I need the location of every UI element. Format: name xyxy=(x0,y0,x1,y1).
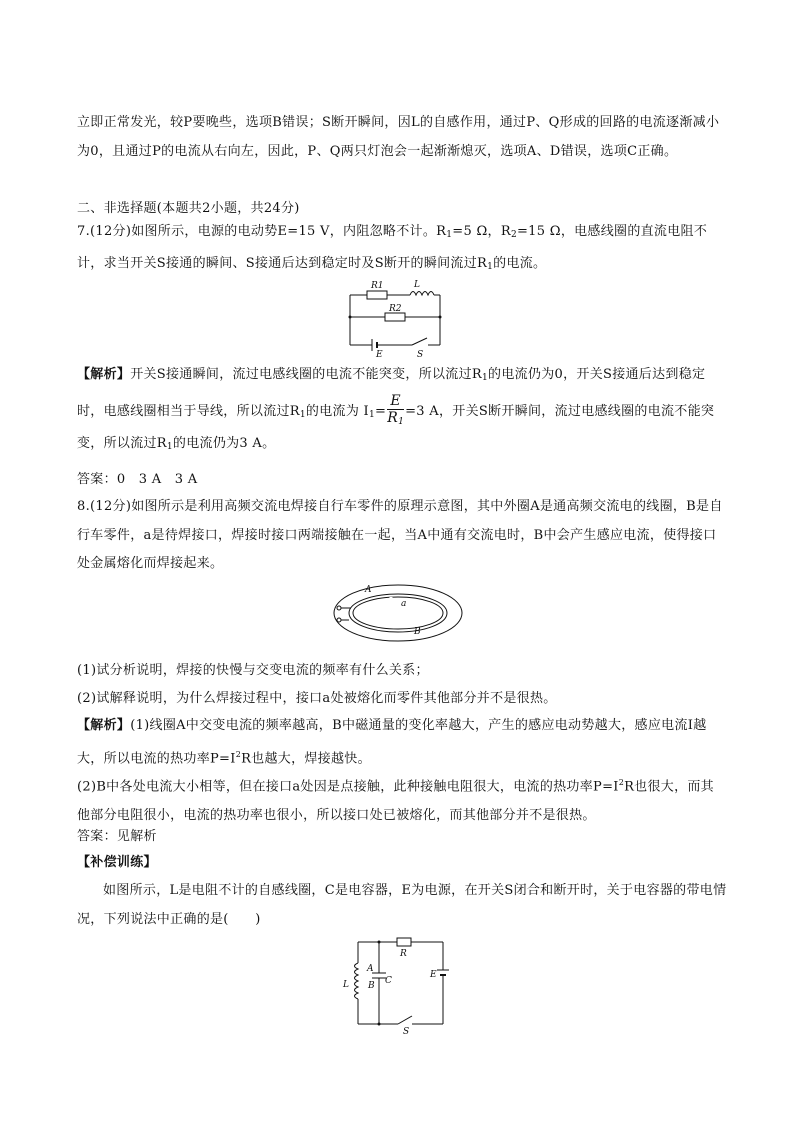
label-L: L xyxy=(414,280,420,290)
answer-7: 答案：0 3 A 3 A xyxy=(77,472,198,487)
label-S: S xyxy=(403,1027,410,1037)
supplementary-question: 如图所示，L是电阻不计的自感线圈，C是电容器，E为电源，在开关S闭合和断开时，关于电容器的带电情况，下列说法中正确的是( ) xyxy=(77,883,727,927)
label-E: E xyxy=(430,970,437,980)
label-L: L xyxy=(343,980,349,990)
label-C: C xyxy=(385,976,392,986)
prev-solution-tail: 立即正常发光，较P要晚些，选项B错误；S断开瞬间，因L的自感作用，通过P、Q形成的回路的电流逐渐减小为0，且通过P的电流从右向左，因此，P、Q两只灯泡会一起渐渐熄灭，选项A、D错误，选项C正确。 xyxy=(77,115,720,159)
fraction-E-over-R1: $\frac{E}{R_1}$ xyxy=(387,392,405,427)
answer-8: 答案：见解析 xyxy=(77,829,157,844)
label-a: a xyxy=(401,599,407,609)
solution-8-part-2: (2)B中各处电流大小相等，但在接口a处因是点接触，此种接触电阻很大，电流的热功率$P=I^2R$也很大，而其他部分电阻很小，电流的热功率也很小，所以接口处已被熔化，而其他部分并不是很热。 xyxy=(77,778,714,823)
label-S: S xyxy=(417,350,424,360)
label-A: A xyxy=(367,964,374,974)
label-B: B xyxy=(368,981,375,991)
supplementary-title: 【补偿训练】 xyxy=(77,855,157,870)
solution-8-part-1: 【解析】(1)线圈A中交变电流的频率越高，B中磁通量的变化率越大，产生的感应电动势越大，感应电流I越大，所以电流的热功率$P=I^2R$也越大，焊接越快。 xyxy=(77,718,707,766)
question-7: 7.(12分)如图所示，电源的电动势E=15 V，内阻忽略不计。$R_1=5$ Ω，$R_2=15$ Ω，电感线圈的直流电阻不计，求当开关S接通的瞬间、S接通后达到稳定时及S断开的瞬间流过$R_1$的电流。 xyxy=(77,224,708,272)
question-8-part-2: (2)试解释说明，为什么焊接过程中，接口a处被熔化而零件其他部分并不是很热。 xyxy=(77,691,557,706)
label-A: A xyxy=(365,585,372,595)
section-heading: 二、非选择题(本题共2小题，共24分) xyxy=(77,201,300,216)
label-R: R xyxy=(400,949,407,959)
label-E: E xyxy=(376,350,383,360)
label-R1: R1 xyxy=(371,281,384,291)
solution-7: 【解析】开关S接通瞬间，流过电感线圈的电流不能突变，所以流过$R_1$的电流仍为0，开关S接通后达到稳定时，电感线圈相当于导线，所以流过$R_1$的电流为 $I_1=$ $\frac{E}{R_1}$ =3 A，开关S断开瞬间，流过电感线圈的电流不能突变，所以流过$R_1$的电流仍为3 A。 xyxy=(77,367,715,452)
question-8-part-1: (1)试分析说明，焊接的快慢与交变电流的频率有什么关系； xyxy=(77,663,429,678)
question-8: 8.(12分)如图所示是利用高频交流电焊接自行车零件的原理示意图，其中外圈A是通高频交流电的线圈，B是自行车零件，a是待焊接口，焊接时接口两端接触在一起，当A中通有交流电时，B中会产生感应电流，使得接口处金属熔化而焊接起来。 xyxy=(77,499,723,571)
label-R2: R2 xyxy=(389,304,402,314)
label-B: B xyxy=(414,627,421,637)
